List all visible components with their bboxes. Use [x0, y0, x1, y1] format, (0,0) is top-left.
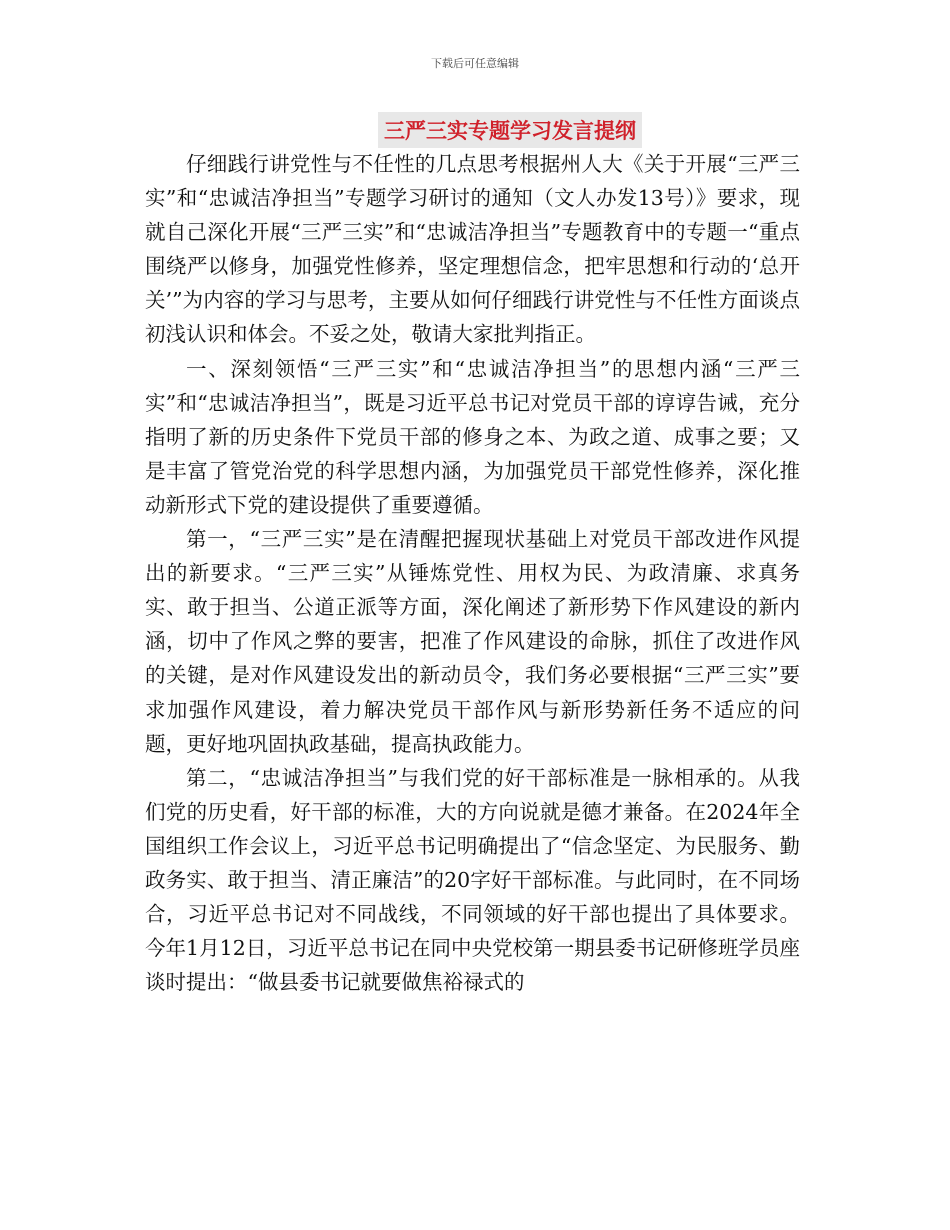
header-note: 下载后可任意编辑: [431, 57, 519, 70]
title-container: [0, 112, 950, 148]
document-body: [145, 147, 800, 999]
paragraph-3: 第一，“三严三实”是在清醒把握现状基础上对党员干部改进作风提出的新要求。“三严三实”从锤炼党性、用权为民、为政清廉、求真务实、敢于担当、公道正派等方面，深化阐述了新形势下作风建设的新内涵，切中了作风之弊的要害，把准了作风建设的命脉，抓住了改进作风的关键，是对作风建设发出的新动员令，我们务必要根据“三严三实”要求加强作风建设，着力解决党员干部作风与新形势新任务不适应的问题，更好地巩固执政基础，提高执政能力。: [145, 527, 800, 756]
paragraph-4: 第二，“忠诚洁净担当”与我们党的好干部标准是一脉相承的。从我们党的历史看，好干部的标准，大的方向说就是德才兼备。在2024年全国组织工作会议上，习近平总书记明确提出了“信念坚定、为民服务、勤政务实、敢于担当、清正廉洁”的20字好干部标准。与此同时，在不同场合，习近平总书记对不同战线，不同领域的好干部也提出了具体要求。今年1月12日，习近平总书记在同中央党校第一期县委书记研修班学员座谈时提出：“做县委书记就要做焦裕禄式的: [145, 765, 800, 995]
paragraph-2: 一、深刻领悟“三严三实”和“忠诚洁净担当”的思想内涵“三严三实”和“忠诚洁净担当”，既是习近平总书记对党员干部的谆谆告诫，充分指明了新的历史条件下党员干部的修身之本、为政之道、成事之要；又是丰富了管党治党的科学思想内涵，为加强党员干部党性修养，深化推动新形式下党的建设提供了重要遵循。: [145, 356, 800, 517]
paragraph-1: 仔细践行讲党性与不任性的几点思考根据州人大《关于开展“三严三实”和“忠诚洁净担当”专题学习研讨的通知（文人办发13号）》要求，现就自己深化开展“三严三实”和“忠诚洁净担当”专题教育中的专题一“重点围绕严以修身，加强党性修养，坚定理想信念，把牢思想和行动的‘总开关’”为内容的学习与思考，主要从如何仔细践行讲党性与不任性方面谈点初浅认识和体会。不妥之处，敬请大家批判指正。: [145, 152, 800, 347]
document-title: 三严三实专题学习发言提纲: [378, 112, 642, 148]
